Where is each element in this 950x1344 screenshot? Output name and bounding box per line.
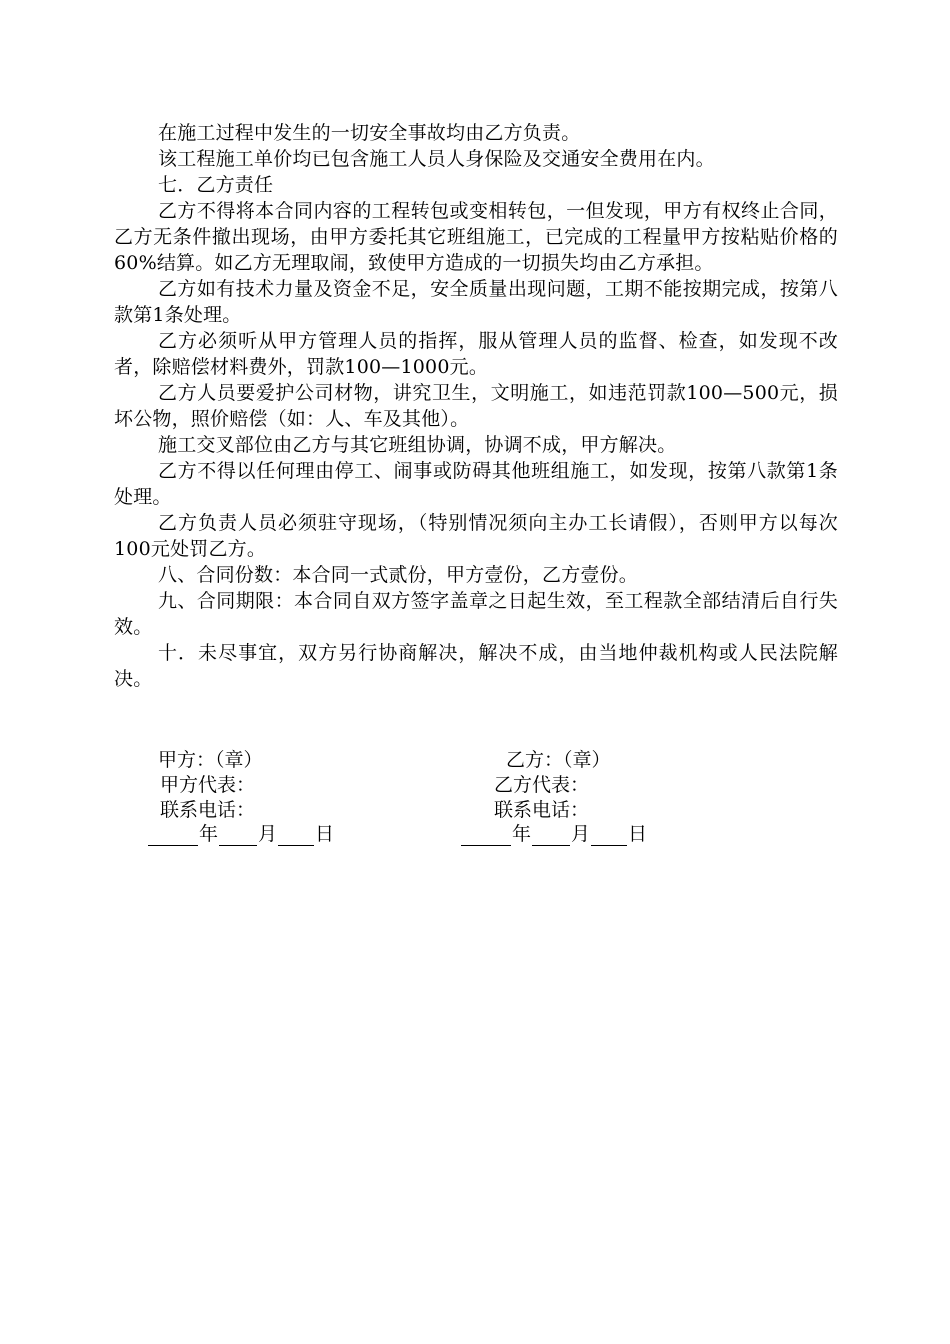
party-b-month-label: 月 xyxy=(571,823,591,845)
party-a-seal-label: 甲方：（章） xyxy=(158,749,263,771)
clause-on-site-presence: 乙方负责人员必须驻守现场，（特别情况须向主办工长请假），否则甲方以每次100元处罚乙方。 xyxy=(114,512,838,560)
clause-copies: 八、合同份数：本合同一式贰份，甲方壹份，乙方壹份。 xyxy=(158,564,639,586)
party-a-day-label: 日 xyxy=(315,823,335,845)
clause-no-subcontract: 乙方不得将本合同内容的工程转包或变相转包，一但发现，甲方有权终止合同，乙方无条件撤出现场，由甲方委托其它班组施工，已完成的工程量甲方按粘贴价格的60%结算。如乙方无理取闹，致使甲方造成的一切损失均由乙方承担。 xyxy=(114,200,838,274)
party-b-year-blank xyxy=(461,827,511,846)
clause-obey-management: 乙方必须听从甲方管理人员的指挥，服从管理人员的监督、检查，如发现不改者，除赔偿材料费外，罚款100—1000元。 xyxy=(114,330,838,378)
party-a-date xyxy=(147,822,334,846)
party-a-year-blank xyxy=(148,827,198,846)
party-a-month-label: 月 xyxy=(258,823,278,845)
party-b-day-label: 日 xyxy=(628,823,648,845)
clause-disputes: 十．未尽事宜，双方另行协商解决，解决不成，由当地仲裁机构或人民法院解决。 xyxy=(114,642,838,690)
clause-coordination: 施工交叉部位由乙方与其它班组协调，协调不成，甲方解决。 xyxy=(158,434,677,456)
party-b-seal-label: 乙方：（章） xyxy=(506,749,611,771)
party-b-phone-label: 联系电话： xyxy=(494,799,590,821)
party-a-day-blank xyxy=(278,827,314,846)
party-b-date xyxy=(460,822,647,846)
clause-term: 九、合同期限：本合同自双方签字盖章之日起生效，至工程款全部结清后自行失效。 xyxy=(114,590,838,638)
party-a-year-label: 年 xyxy=(199,823,219,845)
party-a-phone-label: 联系电话： xyxy=(160,799,256,821)
clause-insurance-included: 该工程施工单价均已包含施工人员人身保险及交通安全费用在内。 xyxy=(158,148,715,170)
section-heading-party-b-duties: 七．乙方责任 xyxy=(158,174,274,196)
party-b-month-blank xyxy=(532,827,570,846)
contract-body xyxy=(114,120,838,692)
party-b-representative-label: 乙方代表： xyxy=(494,774,590,796)
clause-no-stoppage: 乙方不得以任何理由停工、闹事或防碍其他班组施工，如发现，按第八款第1条处理。 xyxy=(114,460,838,508)
clause-protect-property: 乙方人员要爱护公司材物，讲究卫生，文明施工，如违范罚款100—500元，损坏公物，照价赔偿（如：人、车及其他）。 xyxy=(114,382,838,430)
clause-capacity: 乙方如有技术力量及资金不足，安全质量出现问题，工期不能按期完成，按第八款第1条处理。 xyxy=(114,278,838,326)
party-a-month-blank xyxy=(219,827,257,846)
party-b-year-label: 年 xyxy=(512,823,532,845)
party-a-representative-label: 甲方代表： xyxy=(160,774,256,796)
clause-safety-liability: 在施工过程中发生的一切安全事故均由乙方负责。 xyxy=(158,122,581,144)
party-b-day-blank xyxy=(591,827,627,846)
